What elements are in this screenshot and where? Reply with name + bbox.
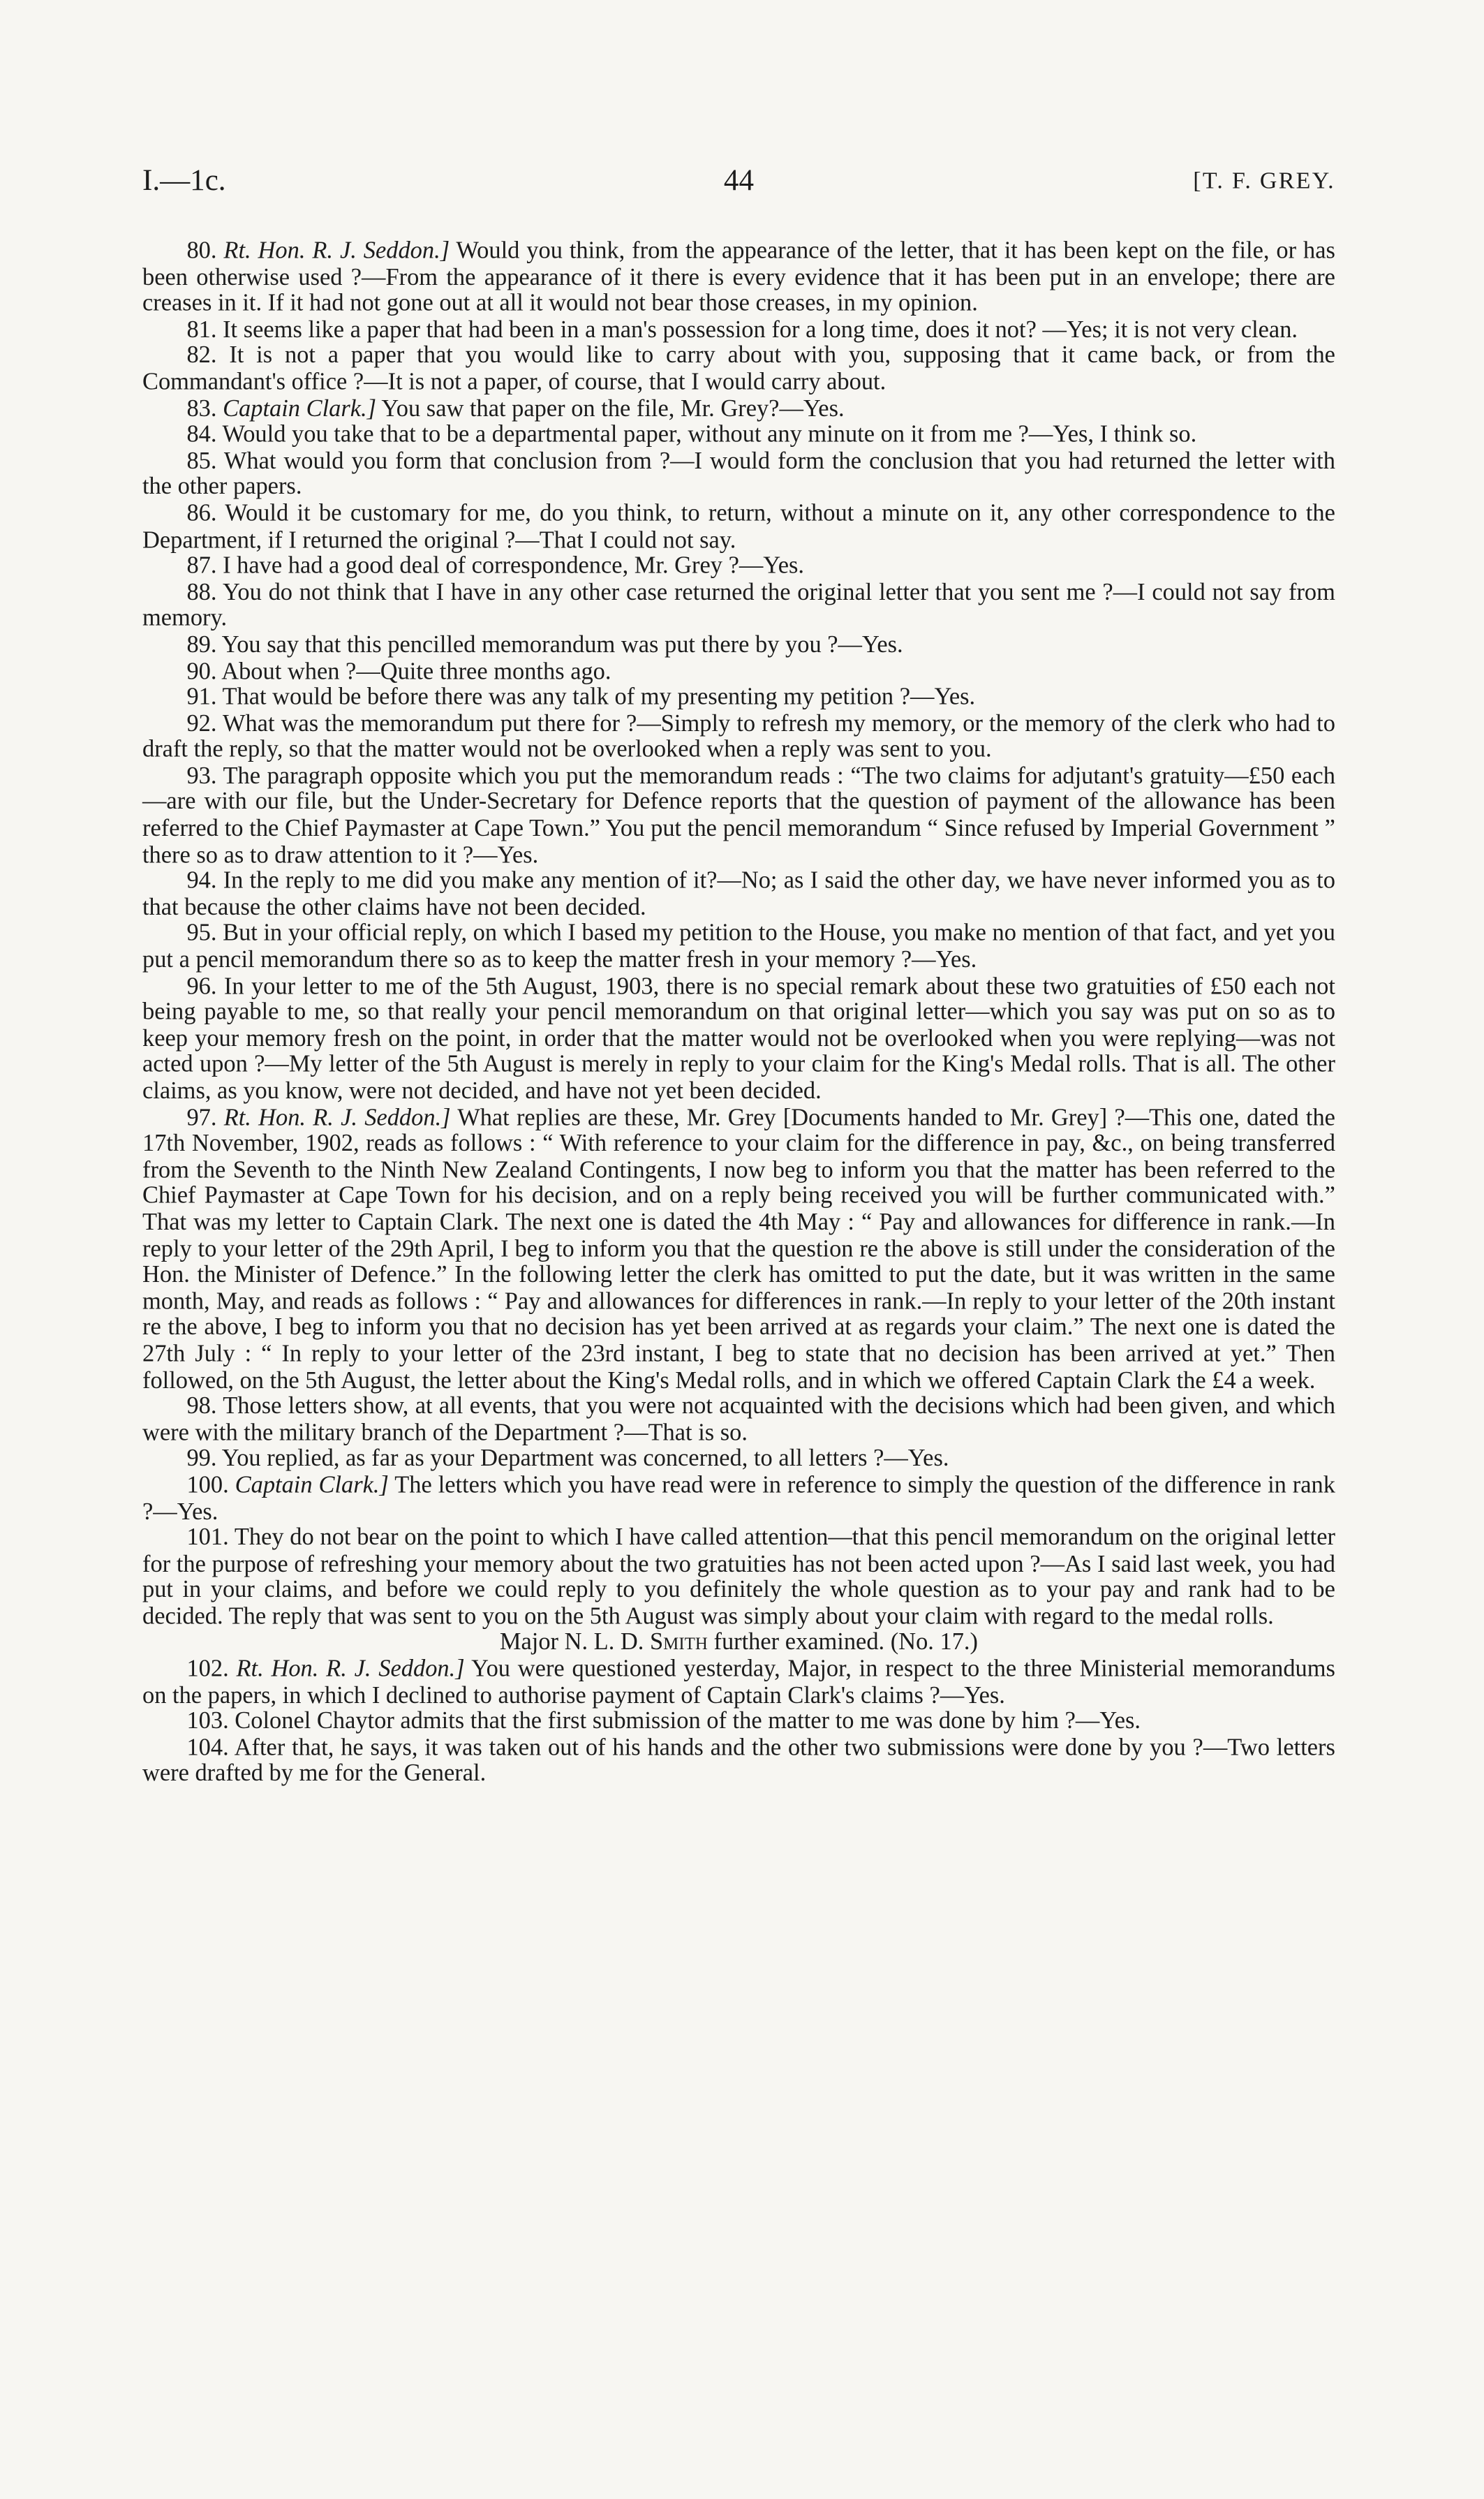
question-paragraph	[142, 764, 1335, 869]
speaker-name: Captain Clark.]	[223, 395, 377, 422]
parliamentary-paper-ref: I.—1c.	[142, 164, 226, 198]
question-paragraph	[142, 344, 1335, 397]
question-number: 94.	[186, 867, 217, 895]
subheading-name: Smith	[650, 1629, 708, 1656]
speaker-name: Captain Clark.]	[235, 1471, 389, 1499]
question-number: 95.	[186, 920, 217, 948]
question-number: 90.	[186, 657, 217, 685]
question-text: You replied, as far as your Department was concerned, to all letters ?—Yes.	[221, 1445, 949, 1473]
witness-running-head: [T. F. GREY.	[1193, 169, 1335, 195]
question-paragraph	[142, 423, 1335, 450]
question-paragraph	[142, 974, 1335, 1105]
question-paragraph	[142, 1473, 1335, 1526]
question-text: Those letters show, at all events, that you were not acquainted with the decisions which had been given, and which were with the military branch of the Department ?—That is so.	[142, 1392, 1335, 1447]
question-text: After that, he says, it was taken out of his hands and the other two submissions were done by you ?—Two letters were drafted by me for the General.	[142, 1734, 1335, 1788]
question-number: 88.	[186, 578, 217, 606]
question-paragraph	[142, 686, 1335, 712]
page-number: 44	[723, 164, 754, 198]
question-text: You do not think that I have in any other case returned the original letter that you sent me ?—I could not say from memory.	[142, 578, 1335, 633]
question-number: 103.	[186, 1708, 229, 1735]
question-number: 83.	[186, 395, 217, 422]
question-paragraph	[142, 1710, 1335, 1737]
question-number: 81.	[186, 316, 217, 344]
question-number: 91.	[186, 684, 217, 711]
question-text: Would you take that to be a departmental paper, without any minute on it from me ?—Yes, I think so.	[222, 421, 1197, 448]
speaker-name: Rt. Hon. R. J. Seddon.]	[223, 237, 450, 265]
question-paragraph	[142, 580, 1335, 633]
question-number: 93.	[186, 762, 217, 790]
speaker-name: Rt. Hon. R. J. Seddon.]	[223, 1104, 451, 1131]
evidence-block-smith	[142, 1657, 1335, 1788]
question-number: 101.	[186, 1524, 229, 1551]
question-number: 84.	[186, 421, 217, 448]
question-text: But in your official reply, on which I based my petition to the House, you make no mention of that fact, and yet you put a pencil memorandum there so as to keep the matter fresh in your memory ?—Yes.	[142, 920, 1335, 974]
question-number: 97.	[186, 1104, 217, 1131]
question-number: 85.	[186, 447, 217, 475]
question-text: The paragraph opposite which you put the memorandum reads : “The two claims for adjutant's gratuity—£50 each—are with our file, but the Under-Secretary for Defence reports that the question of payment of the allowance has been referred to the Chief Paymaster at Cape Town.” You put the pencil memorandum “ Since refused by Imperial Government ” there so as to draw attention to it ?—Yes.	[142, 762, 1335, 869]
question-paragraph	[142, 239, 1335, 318]
question-text: I have had a good deal of correspondence, Mr. Grey ?—Yes.	[223, 552, 804, 580]
evidence-block-grey	[142, 239, 1335, 1630]
question-paragraph	[142, 659, 1335, 686]
subheading-prefix: Major N. L. D.	[499, 1629, 644, 1656]
question-text: You were questioned yesterday, Major, in respect to the three Ministerial memorandums on the papers, in which I declined to authorise payment of Captain Clark's claims ?—Yes.	[142, 1656, 1335, 1709]
question-paragraph	[142, 1447, 1335, 1473]
question-number: 96.	[186, 973, 217, 1000]
question-text: They do not bear on the point to which I have called attention—that this pencil memorandum on the original letter for the purpose of refreshing your memory about the two gratuities has not been acted upon ?—As I said last week, you had put in your claims, and before we could reply to you definitely the whole question as to your pay and rank had to be decided. The reply that was sent to you on the 5th August was simply about your claim with regard to the medal rolls.	[142, 1524, 1335, 1630]
question-paragraph	[142, 1105, 1335, 1394]
question-paragraph	[142, 922, 1335, 974]
question-paragraph	[142, 501, 1335, 554]
question-text: You say that this pencilled memorandum was put there by you ?—Yes.	[221, 631, 903, 658]
question-number: 87.	[186, 552, 217, 580]
question-text: That would be before there was any talk of my presenting my petition ?—Yes.	[222, 684, 976, 711]
question-paragraph	[142, 554, 1335, 581]
subheading-suffix: further examined. (No. 17.)	[713, 1629, 979, 1656]
question-text: What was the memorandum put there for ?—Simply to refresh my memory, or the memory of the clerk who had to draft the reply, so that the matter would not be overlooked when a reply was sent to you.	[142, 710, 1335, 764]
question-number: 92.	[186, 710, 217, 737]
question-number: 104.	[186, 1734, 229, 1762]
question-number: 86.	[186, 500, 217, 527]
question-number: 89.	[186, 631, 217, 658]
question-text: In the reply to me did you make any mention of it?—No; as I said the other day, we have never informed you as to that because the other claims have not been decided.	[142, 867, 1335, 921]
question-paragraph	[142, 1736, 1335, 1788]
question-text: It seems like a paper that had been in a man's possession for a long time, does it not? —Yes; it is not very clean.	[223, 316, 1298, 344]
question-paragraph	[142, 1657, 1335, 1709]
question-number: 99.	[186, 1445, 217, 1473]
question-text: It is not a paper that you would like to carry about with you, supposing that it came back, or from the Commandant's office ?—It is not a paper, of course, that I would carry about.	[142, 342, 1335, 396]
question-number: 80.	[186, 237, 217, 265]
question-paragraph	[142, 869, 1335, 922]
question-text: Would you think, from the appearance of the letter, that it has been kept on the file, or has been otherwise used ?—From the appearance of it there is every evidence that it has been put in an envelope; there are creases in it. If it had not gone out at all it would not bear those creases, in my opinion.	[142, 237, 1335, 317]
question-text: What replies are these, Mr. Grey [Documents handed to Mr. Grey] ?—This one, dated the 17th November, 1902, reads as follows : “ With reference to your claim for the difference in pay, &c., on being transferred from the Seventh to the Ninth New Zealand Contingents, I now beg to inform you that the matter has been referred to the Chief Paymaster at Cape Town for his decision, and on a reply being received you will be further communicated with.” That was my letter to Captain Clark. The next one is dated the 4th May : “ Pay and allowances for difference in rank.—In reply to your letter of the 29th April, I beg to inform you that the question re the above is still under the consideration of the Hon. the Minister of Defence.” In the following letter the clerk has omitted to put the date, but it was written in the same month, May, and reads as follows : “ Pay and allowances for differences in rank.—In reply to your letter of the 20th instant re the above, I beg to inform you that no decision has yet been arrived at as regards your claim.” The next one is dated the 27th July : “ In reply to your letter of the 23rd instant, I beg to state that no decision has been arrived at yet.” Then followed, on the 5th August, the letter about the King's Medal rolls, and in which we offered Captain Clark the £4 a week.	[142, 1104, 1335, 1394]
question-paragraph	[142, 712, 1335, 764]
question-paragraph	[142, 633, 1335, 659]
question-text: About when ?—Quite three months ago.	[221, 657, 611, 685]
question-text: What would you form that conclusion from ?—I would form the conclusion that you had returned the letter with the other papers.	[142, 447, 1335, 501]
speaker-name: Rt. Hon. R. J. Seddon.]	[236, 1656, 465, 1683]
question-text: The letters which you have read were in reference to simply the question of the difference in rank ?—Yes.	[142, 1471, 1335, 1525]
question-paragraph	[142, 1394, 1335, 1447]
question-paragraph	[142, 318, 1335, 344]
question-paragraph	[142, 449, 1335, 501]
question-text: Would it be customary for me, do you think, to return, without a minute on it, any other correspondence to the Department, if I returned the original ?—That I could not say.	[142, 500, 1335, 554]
question-text: You saw that paper on the file, Mr. Grey?—Yes.	[381, 395, 845, 422]
page-header	[142, 161, 1335, 202]
question-number: 100.	[186, 1471, 229, 1499]
question-text: Colonel Chaytor admits that the first submission of the matter to me was done by him ?—Yes.	[235, 1708, 1141, 1735]
question-number: 102.	[186, 1656, 229, 1683]
question-number: 82.	[186, 342, 217, 369]
question-number: 98.	[186, 1392, 217, 1420]
question-text: In your letter to me of the 5th August, 1903, there is no special remark about these two gratuities of £50 each not being payable to me, so that really your pencil memorandum on that original letter—which you say was put on so as to keep your memory fresh on the point, in order that the matter would not be overlooked when you were replying—was not acted upon ?—My letter of the 5th August is merely in reply to your claim for the King's Medal rolls. That is all. The other claims, as you know, were not decided, and have not yet been decided.	[142, 973, 1335, 1105]
page-body	[142, 239, 1335, 1788]
question-paragraph	[142, 397, 1335, 423]
question-paragraph	[142, 1526, 1335, 1630]
witness-subheading	[142, 1631, 1335, 1658]
